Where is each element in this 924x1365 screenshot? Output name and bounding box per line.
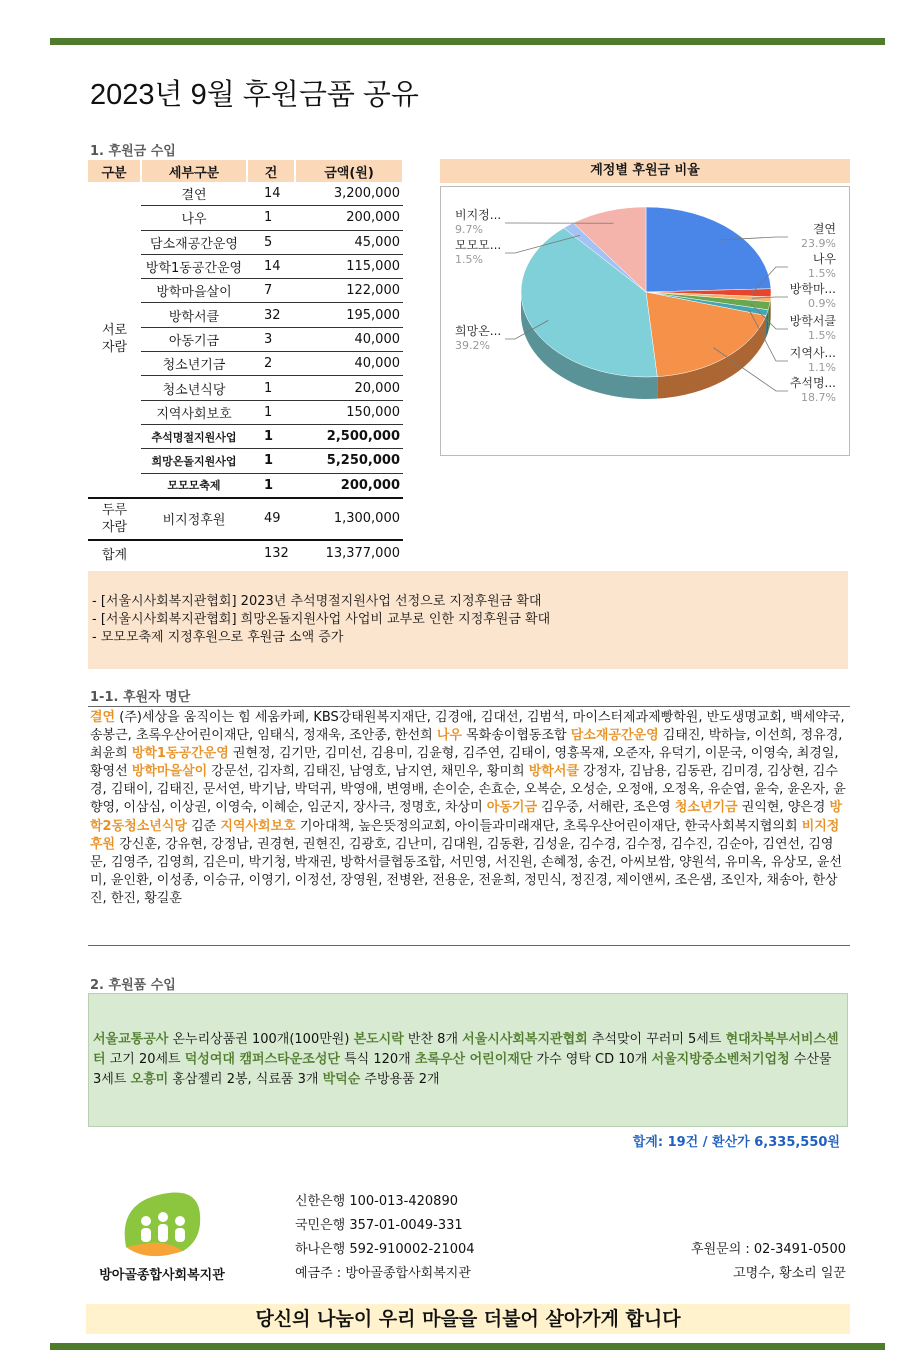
slice-label: 모모모... (455, 238, 502, 252)
category-keyword: 청소년기금 (674, 800, 738, 816)
cell-amt: 3,200,000 (295, 182, 403, 206)
page-title: 2023년 9월 후원금품 공유 (90, 79, 419, 111)
total-label: 합계 (88, 540, 141, 567)
col-header-subtype: 세부구분 (141, 160, 247, 182)
slice-label: 지역사... (789, 346, 836, 360)
cell-cnt: 1 (247, 449, 295, 473)
category-keyword: 본도시락 (353, 1032, 404, 1047)
donor-names: 수산물 3세트 (93, 1052, 832, 1087)
top-bar (50, 38, 885, 45)
cell-sub: 희망온돌지원사업 (141, 449, 247, 473)
donor-names: 특식 120개 (339, 1052, 415, 1067)
category-keyword: 비지정후원 (90, 818, 840, 852)
bank-line: 하나은행 592-910002-21004 (295, 1242, 475, 1257)
category-keyword: 현대차북부서비스센터 (93, 1032, 839, 1067)
bank-line: 신한은행 100-013-420890 (295, 1194, 458, 1209)
category-keyword: 나우 (436, 728, 462, 744)
cell-sub: 청소년기금 (141, 352, 247, 376)
cell-cnt: 7 (247, 279, 295, 303)
cell-cnt: 1 (247, 400, 295, 424)
donor-names: 기아대책, 높은뜻정의교회, 아이들과미래재단, 초록우산어린이재단, 한국사회복지협의회 (295, 818, 802, 834)
donor-names: 목화송이협동조합 (461, 728, 571, 744)
slice-label: 결연 (812, 222, 836, 236)
donor-names: 강신훈, 강유현, 강정남, 권경현, 권현진, 김광호, 김난미, 김대원, 김동환, 김성윤, 김수경, 김수정, 김수진, 김순아, 김연선, 김영문, 김영주, 김영희, 김은미, 박기청, 박재권, 방학서클협동조합, 서민영, 서진원, 손혜정, 송건, 아씨보쌈, 양원석, 유미옥, 유상모, 윤선미, 윤인환, 이성종, 이승규, 이영기, 이정선, 장영원, 전병완, 전용운, 전윤희, 정민식, 정진경, 제이앤씨, 조은샘, 조인자, 채송아, 한상진, 한진, 황길훈 (90, 836, 842, 906)
donor-names: 홍삼젤리 2봉, 식료품 3개 (168, 1072, 323, 1087)
slice-label: 비지정... (455, 208, 502, 222)
cell-sub: 아동기금 (141, 327, 247, 351)
pie-chart (440, 186, 850, 456)
cell-amt: 20,000 (295, 376, 403, 400)
cell-cnt: 14 (247, 254, 295, 278)
cell-cnt: 5 (247, 230, 295, 254)
contact-staff: 고명수, 황소리 일꾼 (733, 1266, 846, 1281)
slice-percent: 39.2% (455, 339, 490, 352)
donor-names: (주)세상을 움직이는 힘 세움카페, KBS강태원복지재단, 김경애, 김대선, 김범석, 마이스터제과제빵학원, 반도생명교회, 백세약국, 송봉근, 초록우산어린이재단, 임태식, 정재욱, 조안종, 한선희 (90, 710, 845, 744)
cell-sub: 방학서클 (141, 303, 247, 327)
table-row (88, 498, 403, 540)
slice-label: 추석명... (789, 376, 836, 390)
slice-percent: 1.1% (808, 361, 836, 374)
cell-amt: 1,300,000 (295, 498, 403, 540)
category-keyword: 덕성여대 캠퍼스타운조성단 (184, 1052, 340, 1067)
donor-names: 주방용품 2개 (360, 1072, 440, 1087)
category-keyword: 담소재공간운영 (570, 728, 659, 744)
category-keyword: 방학마을살이 (131, 764, 208, 780)
donor-names: 고기 20세트 (105, 1052, 185, 1067)
cell-cnt: 1 (247, 206, 295, 230)
table-row (88, 182, 403, 206)
total-row (88, 540, 403, 567)
col-header-type: 구분 (88, 160, 141, 182)
cell-cnt: 14 (247, 182, 295, 206)
cell-cnt: 3 (247, 327, 295, 351)
donor-names: 김태진, 박하늘, 이선희, 정유경, 최윤희 (90, 728, 843, 762)
category-keyword: 아동기금 (486, 800, 537, 816)
cell-amt: 40,000 (295, 327, 403, 351)
slice-percent: 9.7% (455, 223, 483, 236)
category-keyword: 서울지방중소벤처기업청 (651, 1052, 790, 1067)
bottom-bar (50, 1343, 885, 1350)
income-table (88, 160, 404, 567)
section11-label: 1-1. 후원자 명단 (90, 690, 191, 705)
group-label: 서로 자람 (88, 182, 141, 498)
total-count: 132 (247, 540, 295, 567)
notes-box (88, 571, 848, 669)
cell-amt: 195,000 (295, 303, 403, 327)
cell-amt: 2,500,000 (295, 424, 403, 448)
cell-sub: 청소년식당 (141, 376, 247, 400)
col-header-amount: 금액(원) (295, 160, 403, 182)
cell-amt: 200,000 (295, 473, 403, 498)
cell-sub: 방학1동공간운영 (141, 254, 247, 278)
category-keyword: 결연 (90, 710, 116, 725)
cell-sub: 결연 (141, 182, 247, 206)
cell-cnt: 32 (247, 303, 295, 327)
cell-amt: 45,000 (295, 230, 403, 254)
category-keyword: 초록우산 어린이재단 (414, 1052, 533, 1067)
section1-label: 1. 후원금 수입 (90, 144, 176, 159)
cell-cnt: 1 (247, 376, 295, 400)
cell-sub: 방학마을살이 (141, 279, 247, 303)
cell-sub: 추석명절지원사업 (141, 424, 247, 448)
cell-cnt: 2 (247, 352, 295, 376)
slice-percent: 1.5% (455, 253, 483, 266)
donor-names: 강문선, 김자희, 김태진, 남영호, 남지연, 채민우, 황미희 (207, 764, 529, 780)
org-name: 방아골종합사회복지관 (99, 1268, 225, 1283)
chart-title: 계정별 후원금 비율 (440, 159, 850, 183)
donor-list (88, 706, 850, 946)
cell-amt: 115,000 (295, 254, 403, 278)
cell-amt: 122,000 (295, 279, 403, 303)
pie-slice (646, 207, 771, 292)
slice-label: 방학서클 (789, 314, 836, 328)
donor-names: 온누리상품권 100개(100만원) (168, 1032, 354, 1047)
note-line: - 모모모축제 지정후원으로 후원금 소액 증가 (92, 630, 344, 645)
slice-label: 방학마... (789, 282, 836, 296)
slogan: 당신의 나눔이 우리 마을을 더불어 살아가게 합니다 (86, 1304, 850, 1334)
cell-cnt: 1 (247, 473, 295, 498)
slice-percent: 1.5% (808, 267, 836, 280)
cell-amt: 5,250,000 (295, 449, 403, 473)
slice-label: 희망온... (455, 324, 502, 338)
account-holder: 예금주 : 방아골종합사회복지관 (295, 1266, 471, 1281)
donor-names: 권익현, 양은경 (737, 800, 830, 816)
cell-sub: 비지정후원 (141, 498, 247, 540)
category-keyword: 지역사회보호 (220, 818, 296, 834)
note-line: - [서울시사회복지관협회] 희망온돌지원사업 사업비 교부로 인한 지정후원금 확대 (92, 612, 551, 627)
category-keyword: 방학2동청소년식당 (90, 800, 843, 834)
contact-phone: 후원문의 : 02-3491-0500 (691, 1242, 846, 1257)
donor-names: 김준 (186, 818, 221, 834)
bank-line: 국민은행 357-01-0049-331 (295, 1218, 463, 1233)
slice-label: 나우 (812, 252, 836, 266)
cell-sub: 담소재공간운영 (141, 230, 247, 254)
slice-percent: 1.5% (808, 329, 836, 342)
cell-cnt: 1 (247, 424, 295, 448)
donor-names: 추석맞이 꾸러미 5세트 (587, 1032, 726, 1047)
slice-percent: 18.7% (801, 391, 836, 404)
cell-amt: 200,000 (295, 206, 403, 230)
donor-names: 강정자, 김남용, 김동관, 김미경, 김상현, 김수경, 김태이, 김태진, 문서연, 박기남, 박덕귀, 박영애, 변영배, 손이순, 손효순, 오복순, 오성순, 오정애, 오정옥, 유순엽, 윤숙, 윤온자, 윤향영, 이삼심, 이상권, 이영숙, 이혜순, 임군지, 장사극, 정명호, 차상미 (90, 764, 846, 816)
category-keyword: 방학서클 (528, 764, 579, 780)
donor-names: 김우중, 서해란, 조은영 (537, 800, 675, 816)
cell-amt: 150,000 (295, 400, 403, 424)
goods-box (88, 993, 848, 1127)
cell-cnt: 49 (247, 498, 295, 540)
group-label: 두루 자람 (88, 498, 141, 540)
cell-amt: 40,000 (295, 352, 403, 376)
empty-cell (141, 540, 247, 567)
category-keyword: 방학1동공간운영 (131, 746, 229, 762)
total-amount: 13,377,000 (295, 540, 403, 567)
cell-sub: 모모모축제 (141, 473, 247, 498)
slice-percent: 0.9% (808, 297, 836, 310)
slice-percent: 23.9% (801, 237, 836, 250)
category-keyword: 박덕순 (322, 1072, 361, 1087)
category-keyword: 오흥미 (130, 1072, 169, 1087)
donor-names: 권현정, 김기만, 김미선, 김용미, 김윤형, 김주연, 김태이, 영흥목재, 오준자, 유덕기, 이문국, 이영숙, 최경일, 황영선 (90, 746, 839, 780)
goods-total: 합계: 19건 / 환산가 6,335,550원 (632, 1135, 840, 1150)
cell-sub: 나우 (141, 206, 247, 230)
donor-names: 반찬 8개 (403, 1032, 463, 1047)
cell-sub: 지역사회보호 (141, 400, 247, 424)
section2-label: 2. 후원품 수입 (90, 978, 176, 993)
col-header-count: 건 (247, 160, 295, 182)
donor-names: 가수 영탁 CD 10개 (532, 1052, 652, 1067)
note-line: - [서울시사회복지관협회] 2023년 추석명절지원사업 선정으로 지정후원금 확대 (92, 594, 542, 609)
category-keyword: 서울교통공사 (93, 1032, 169, 1047)
category-keyword: 서울시사회복지관협회 (462, 1032, 588, 1047)
